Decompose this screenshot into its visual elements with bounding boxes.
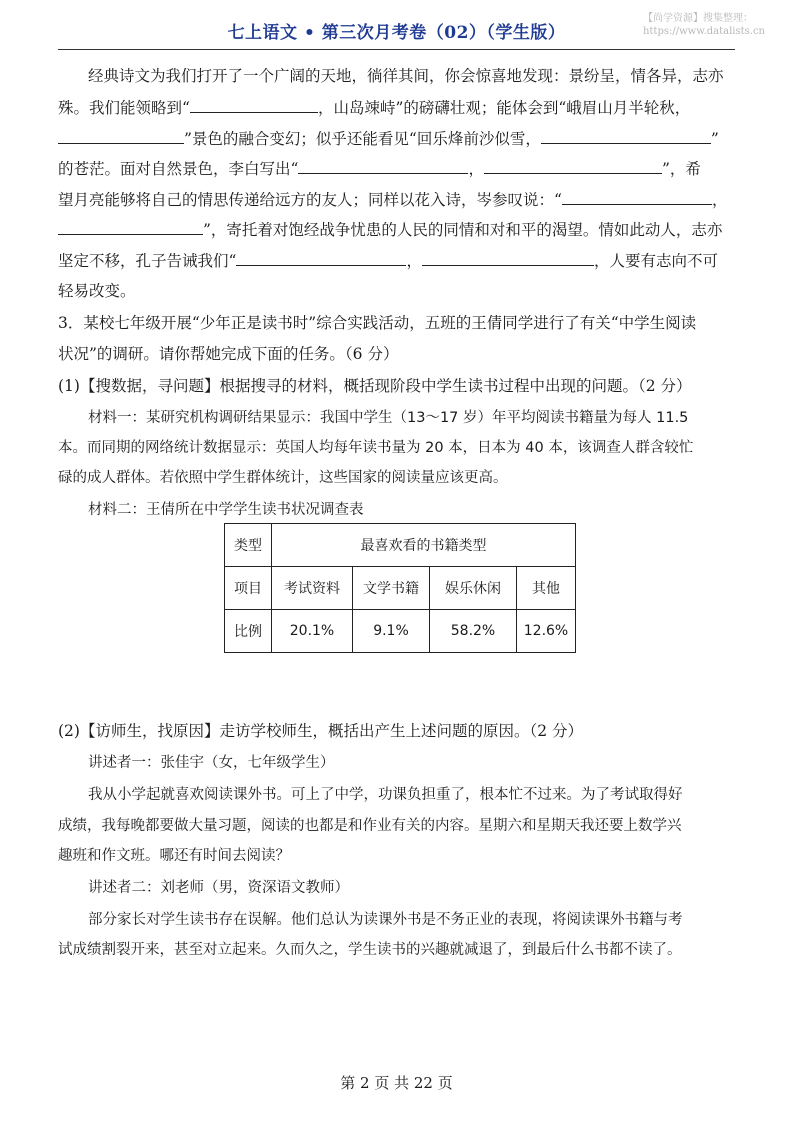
answer-blank[interactable]: [58, 219, 203, 235]
speaker-1-intro: 讲述者一：张佳宇（女，七年级学生）: [88, 755, 335, 771]
table-value-cell: 20.1%: [272, 610, 353, 653]
reading-survey-table: [224, 523, 576, 653]
answer-blank[interactable]: [484, 158, 662, 174]
table-category-cell: 文学书籍: [353, 567, 430, 610]
speaker-1-line-3: 趣班和作文班。哪还有时间去阅读？: [58, 848, 290, 864]
speaker-2-line-2: 试成绩割裂开来，甚至对立起来。久而久之，学生读书的兴趣就减退了，到最后什么书都不读了。: [58, 942, 682, 958]
table-row: [225, 524, 576, 567]
poetry-line-1: 经典诗文为我们打开了一个广阔的天地，徜徉其间，你会惊喜地发现：景纷呈，情各异，志亦: [88, 67, 724, 85]
table-value-cell: 12.6%: [517, 610, 576, 653]
poetry-text: ，: [406, 252, 422, 270]
poetry-line-7: [58, 250, 718, 271]
table-category-cell: 考试资料: [272, 567, 353, 610]
table-row-label: 比例: [225, 610, 272, 653]
page-header-title: 七上语文 • 第三次月考卷（02）（学生版）: [227, 23, 566, 43]
answer-blank[interactable]: [541, 128, 711, 144]
speaker-2-intro: 讲述者二：刘老师（男，资深语文教师）: [88, 880, 349, 896]
table-row-label: 类型: [225, 524, 272, 567]
question-3-prompt-line-2: 状况”的调研。请你帮她完成下面的任务。（6 分）: [58, 345, 399, 363]
speaker-2-line-1: 部分家长对学生读书存在误解。他们总认为读课外书是不务正业的表现，将阅读课外书籍与考: [88, 912, 683, 928]
question-3-2-prompt: (2)【访师生，找原因】走访学校师生，概括出产生上述问题的原因。（2 分）: [58, 722, 583, 740]
speaker-1-line-2: 成绩，我每晚都要做大量习题，阅读的也都是和作业有关的内容。星期六和星期天我还要上数学兴: [58, 818, 682, 834]
table-category-cell: 其他: [517, 567, 576, 610]
poetry-line-2: [58, 97, 690, 118]
table-header: 最喜欢看的书籍类型: [272, 524, 576, 567]
material-1-line-3: 碌的成人群体。若依照中学生群体统计，这些国家的阅读量应该更高。: [58, 470, 508, 486]
question-3-1-prompt: (1)【搜数据，寻问题】根据搜寻的材料，概括现阶段中学生读书过程中出现的问题。（2 分）: [58, 377, 692, 395]
poetry-line-5: [58, 189, 727, 210]
poetry-text: 殊。我们能领略到“: [58, 99, 190, 117]
header-divider: [58, 49, 735, 50]
poetry-line-8: 轻易改变。: [58, 282, 136, 300]
table-category-cell: 娱乐休闲: [430, 567, 517, 610]
answer-blank[interactable]: [562, 189, 712, 205]
speaker-1-line-1: 我从小学起就喜欢阅读课外书。可上了中学，功课负担重了，根本忙不过来。为了考试取得好: [88, 787, 683, 803]
poetry-line-4: [58, 158, 701, 179]
answer-blank[interactable]: [236, 250, 406, 266]
answer-blank[interactable]: [58, 128, 184, 144]
page-number: 第 2 页 共 22 页: [340, 1074, 453, 1092]
poetry-text: 望月亮能够将自己的情思传递给远方的友人；同样以花入诗，岑参叹说：“: [58, 191, 562, 209]
table-row-label: 项目: [225, 567, 272, 610]
poetry-text: 的苍茫。面对自然景色，李白写出“: [58, 160, 299, 178]
answer-blank[interactable]: [190, 97, 318, 113]
poetry-text: ，人要有志向不可: [593, 252, 718, 270]
table-row: [225, 567, 576, 610]
answer-blank[interactable]: [298, 158, 468, 174]
poetry-text: ，: [711, 191, 728, 209]
watermark: [643, 12, 765, 38]
poetry-text: ”，希: [661, 160, 701, 178]
poetry-line-3: [58, 128, 719, 149]
table-value-cell: 9.1%: [353, 610, 430, 653]
table-row: [225, 610, 576, 653]
poetry-text: ，: [468, 160, 484, 178]
poetry-text: ”: [710, 130, 719, 148]
watermark-line-1: 【尚学资源】搜集整理：: [642, 13, 753, 24]
table-value-cell: 58.2%: [430, 610, 517, 653]
poetry-text: ，山岛竦峙”的磅礴壮观；能体会到“峨眉山月半轮秋，: [317, 99, 691, 117]
poetry-text: ”景色的融合变幻；似乎还能看见“回乐烽前沙似雪，: [184, 130, 541, 148]
question-3-prompt-line-1: 3．某校七年级开展“少年正是读书时”综合实践活动，五班的王倩同学进行了有关“中学生阅读: [58, 314, 697, 332]
watermark-line-2: https://www.datalists.cn: [642, 26, 765, 37]
material-1-line-2: 本。而同期的网络统计数据显示：英国人均每年读书量为 20 本，日本为 40 本，该调查人群含较忙: [58, 440, 694, 456]
poetry-line-6: [58, 219, 722, 240]
material-2-caption: 材料二：王倩所在中学学生读书状况调查表: [88, 502, 364, 518]
poetry-text: 坚定不移，孔子告诫我们“: [58, 252, 237, 270]
answer-blank[interactable]: [422, 250, 594, 266]
material-1-line-1: 材料一：某研究机构调研结果显示：我国中学生（13～17 岁）年平均阅读书籍量为每人 11.5: [88, 410, 689, 426]
poetry-text: ”，寄托着对饱经战争忧患的人民的同情和对和平的渴望。情如此动人，志亦: [203, 221, 723, 239]
